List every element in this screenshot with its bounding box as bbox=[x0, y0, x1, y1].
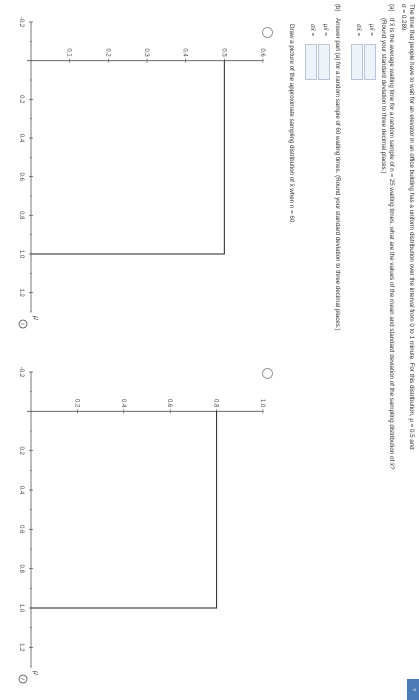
x-axis-label: μ bbox=[32, 316, 39, 320]
part-a-rounding-note: (Round your standard deviation to three decimal places.) bbox=[380, 18, 387, 174]
y-tick-label: 0.2 bbox=[104, 48, 111, 57]
y-tick-label: 0.8 bbox=[212, 398, 219, 408]
y-tick-label: 1.0 bbox=[259, 398, 265, 408]
y-tick-label: 0.5 bbox=[220, 48, 227, 57]
x-tick-label: 0.6 bbox=[18, 525, 24, 534]
part-a-mean-input[interactable] bbox=[364, 44, 376, 80]
x-tick-label: -0.2 bbox=[18, 366, 24, 378]
y-tick-label: 0.1 bbox=[65, 48, 72, 57]
intro-text-line-1: The time that people have to wait for an elevator in an office building has a uniform distribution over the interval from 0 to 1 minute. For this distribution, μ = 0.5 and bbox=[408, 4, 415, 450]
x-tick-label: 1.0 bbox=[18, 603, 24, 613]
part-a-label: (a) bbox=[388, 4, 395, 12]
info-icon-glyph: i bbox=[19, 678, 25, 680]
x-tick-label: 0.8 bbox=[18, 211, 24, 220]
x-tick-label: 0.2 bbox=[18, 446, 24, 455]
y-tick-label: 0.3 bbox=[143, 48, 149, 57]
help-badge[interactable]: ? bbox=[407, 679, 419, 700]
y-tick-label: 0.6 bbox=[166, 398, 173, 408]
x-tick-label: -0.2 bbox=[18, 16, 24, 28]
graph-option-2[interactable] bbox=[0, 350, 279, 695]
part-a-mean-label: μx̄ = bbox=[368, 24, 375, 36]
part-a-question: If x̄ is the average waiting time for a random sample of n = 25 waiting times, what are the values of the mean and standard deviation of the sampling distribution of x̄? bbox=[388, 18, 395, 470]
part-b-sd-input[interactable] bbox=[305, 44, 317, 80]
x-axis-label: μ bbox=[32, 671, 39, 675]
x-tick-label: 1.2 bbox=[18, 288, 24, 297]
part-b-question: Answer part (a) for a random sample of 60 waiting times. (Round your standard deviation to three decimal places.) bbox=[334, 18, 341, 331]
graph-option-1[interactable] bbox=[0, 0, 279, 340]
distribution-curve bbox=[31, 61, 224, 254]
x-tick-label: 1.2 bbox=[18, 643, 24, 652]
x-tick-label: 0.2 bbox=[18, 95, 24, 104]
part-b-sd-label: σx̄ = bbox=[309, 24, 316, 37]
part-b-mean-label: μx̄ = bbox=[322, 24, 329, 36]
info-icon-glyph: i bbox=[19, 323, 25, 325]
x-tick-label: 0.4 bbox=[18, 485, 24, 495]
y-tick-label: 0.2 bbox=[73, 398, 80, 408]
y-tick-label: 0.4 bbox=[119, 398, 126, 408]
x-tick-label: 1.0 bbox=[18, 249, 24, 259]
y-tick-label: 0.4 bbox=[181, 48, 188, 57]
draw-instruction: Draw a picture of the approximate sampling distribution of x̄ when n = 60. bbox=[288, 24, 295, 224]
distribution-curve bbox=[31, 411, 217, 608]
x-tick-label: 0.4 bbox=[18, 133, 24, 143]
x-tick-label: 0.6 bbox=[18, 172, 24, 181]
intro-text-line-2: σ = 0.289. bbox=[400, 4, 407, 33]
part-a-sd-label: σx̄ = bbox=[355, 24, 362, 37]
y-tick-label: 0.6 bbox=[259, 48, 265, 57]
part-b-label: (b) bbox=[334, 4, 341, 12]
part-a-sd-input[interactable] bbox=[351, 44, 363, 80]
x-tick-label: 0.8 bbox=[18, 564, 24, 573]
part-b-mean-input[interactable] bbox=[318, 44, 330, 80]
